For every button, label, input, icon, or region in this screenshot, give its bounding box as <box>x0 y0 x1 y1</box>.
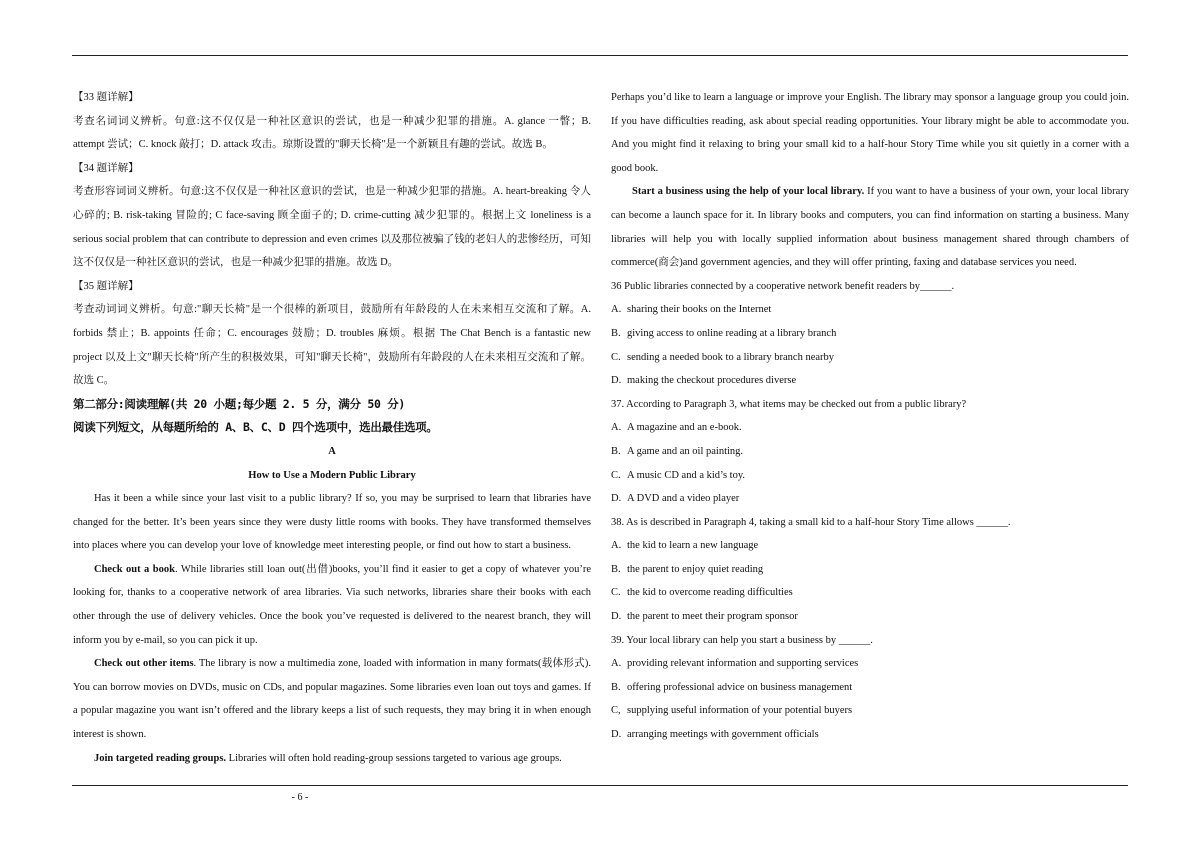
option-text: making the checkout procedures diverse <box>627 375 797 387</box>
q34-explanation: 考查形容词词义辨析。句意:这不仅仅是一种社区意识的尝试，也是一种减少犯罪的措施。A. heart-breaking 令人心碎的; B. risk-taking 冒险的; C face-saving 顾全面子的; D. crime-cutting 减少犯罪的。根据上文 loneliness is a serious social problem that can contribute to depression and even crimes 以及那位被骗了钱的老妇人的悲惨经历，可知这不仅仅是一种社区意识的尝试，也是一种减少犯罪的措施。故选 D。 <box>73 186 591 269</box>
question-37-stem: 37. According to Paragraph 3, what items may be checked out from a public library? <box>611 398 967 410</box>
question-39-stem: 39. Your local library can help you start a business by ______. <box>611 634 873 646</box>
question-37-option-a <box>611 416 1129 440</box>
option-text: the kid to learn a new language <box>627 540 759 552</box>
question-38-option-c <box>611 581 1129 605</box>
question-36-option-c <box>611 346 1129 370</box>
option-text: the parent to meet their program sponsor <box>627 611 798 623</box>
passage-paragraph-3 <box>73 652 591 746</box>
passage-paragraph-2 <box>73 558 591 652</box>
question-38-option-d <box>611 605 1129 629</box>
option-text: A game and an oil painting. <box>627 445 744 457</box>
question-39-option-d <box>611 723 1129 747</box>
paragraph-2-body: . While libraries still loan out(出借)books, you’ll find it easier to get a copy of whatever you’re looking for, thanks to a cooperative network of area libraries. Via such networks, libraries share their books with each other through the use of delivery vehicles. Once the book you’ve requested is delivered to the nearest branch, they will inform you by e-mail, so you can pick it up. <box>73 563 591 646</box>
q35-explanation: 考查动词词义辨析。句意:"聊天长椅"是一个很棒的新项目，鼓励所有年龄段的人在未来相互交流和了解。A. forbids 禁止；B. appoints 任命；C. encourages 鼓励；D. troubles 麻烦。根据 The Chat Bench is a fantastic new project 以及上文"聊天长椅"所产生的积极效果，可知"聊天长椅"，鼓励所有年龄段的人在未来相互交流和了解。故选 C。 <box>73 304 591 387</box>
passage-paragraph-4 <box>73 747 591 771</box>
question-39-option-a <box>611 652 1129 676</box>
question-38-stem: 38. As is described in Paragraph 4, taking a small kid to a half-hour Story Time allows ______. <box>611 516 1011 528</box>
option-text: sharing their books on the Internet <box>627 304 772 316</box>
passage-paragraph-1: Has it been a while since your last visit to a public library? If so, you may be surprised to learn that libraries have changed for the better. It’s been years since they were dusty little rooms with books. They have transformed themselves into places where you can develop your love of knowledge meet interesting people, or find out how to start a business. <box>73 493 591 552</box>
right-column <box>611 86 1129 747</box>
q35-heading: 【35 题详解】 <box>73 280 139 292</box>
option-letter: B. <box>611 327 621 339</box>
option-text: A DVD and a video player <box>627 493 740 505</box>
question-36-option-d <box>611 369 1129 393</box>
option-text: the parent to enjoy quiet reading <box>627 563 764 575</box>
option-text: A music CD and a kid’s toy. <box>627 469 746 481</box>
question-37-option-c <box>611 464 1129 488</box>
question-37-option-b <box>611 440 1129 464</box>
option-letter: D. <box>611 729 622 741</box>
option-letter: A. <box>611 304 622 316</box>
option-text: giving access to online reading at a library branch <box>627 327 837 339</box>
option-letter: B. <box>611 563 621 575</box>
paragraph-3-lead: Check out other items <box>94 658 194 670</box>
option-letter: D. <box>611 493 622 505</box>
question-36-option-a <box>611 298 1129 322</box>
part2-instruction: 阅读下列短文，从每题所给的 A、B、C、D 四个选项中，选出最佳选项。 <box>73 420 438 435</box>
paragraph-5-lead: Start a business using the help of your local library. <box>632 186 865 198</box>
passage-paragraph-5 <box>611 180 1129 274</box>
option-text: offering professional advice on business management <box>627 681 853 693</box>
question-38-option-a <box>611 534 1129 558</box>
option-text: providing relevant information and supporting services <box>627 658 859 670</box>
paragraph-5-body: If you want to have a business of your own, your local library can become a launch space for it. In library books and computers, you can find information on starting a business. Many libraries will help you with locally supplied information about business management shared through chambers of commerce(商会)and government agencies, and they will offer printing, faxing and database services you need. <box>611 186 1129 269</box>
option-letter: B. <box>611 445 621 457</box>
option-letter: B. <box>611 681 621 693</box>
option-text: the kid to overcome reading difficulties <box>627 587 793 599</box>
paragraph-4-lead: Join targeted reading groups. <box>94 752 227 764</box>
question-39-option-b <box>611 676 1129 700</box>
passage-label: A <box>328 445 336 457</box>
question-39-option-c <box>611 699 1129 723</box>
question-36-stem: 36 Public libraries connected by a cooperative network benefit readers by______. <box>611 280 955 292</box>
paragraph-3-body: . The library is now a multimedia zone, loaded with information in many formats(载体形式). You can borrow movies on DVDs, music on CDs, and popular magazines. Some libraries even loan out toys and games. If a popular magazine you want isn’t offered and the library keeps a list of such requests, they may bring it in when enough interest is shown. <box>73 658 591 741</box>
paragraph-4-body: Libraries will often hold reading-group sessions targeted to various age groups. <box>226 752 562 764</box>
option-letter: C, <box>611 705 621 717</box>
part2-title: 第二部分:阅读理解(共 20 小题;每少题 2. 5 分，满分 50 分) <box>73 396 406 411</box>
option-letter: A. <box>611 540 622 552</box>
question-36-option-b <box>611 322 1129 346</box>
option-text: arranging meetings with government officials <box>627 729 819 741</box>
passage-title: How to Use a Modern Public Library <box>248 469 416 481</box>
q34-heading: 【34 题详解】 <box>73 162 139 174</box>
left-column <box>73 86 591 770</box>
header-rule <box>72 55 1128 56</box>
option-text: sending a needed book to a library branch nearby <box>627 351 835 363</box>
option-letter: C. <box>611 469 621 481</box>
option-letter: D. <box>611 611 622 623</box>
page-number: - 6 - <box>291 792 309 803</box>
question-37-option-d <box>611 487 1129 511</box>
q33-explanation: 考查名词词义辨析。句意:这不仅仅是一种社区意识的尝试，也是一种减少犯罪的措施。A. glance 一瞥；B. attempt 尝试；C. knock 敲打；D. attack 攻击。琼斯设置的"聊天长椅"是一个新颖且有趣的尝试。故选 B。 <box>73 115 591 151</box>
option-text: A magazine and an e-book. <box>627 422 742 434</box>
paragraph-2-lead: Check out a book <box>94 563 175 575</box>
footer-rule <box>72 785 1128 786</box>
option-text: supplying useful information of your potential buyers <box>627 705 853 717</box>
option-letter: D. <box>611 375 622 387</box>
option-letter: C. <box>611 587 621 599</box>
option-letter: A. <box>611 658 622 670</box>
question-38-option-b <box>611 558 1129 582</box>
passage-paragraph-4-continued: Perhaps you’d like to learn a language or improve your English. The library may sponsor a language group you could join. If you have difficulties reading, ask about special reading opportunities. Your library might be able to accommodate you. And you might find it relaxing to bring your small kid to a half-hour Story Time while you sit quietly in a corner with a good book. <box>611 92 1129 174</box>
option-letter: C. <box>611 351 621 363</box>
q33-heading: 【33 题详解】 <box>73 92 139 103</box>
option-letter: A. <box>611 422 622 434</box>
